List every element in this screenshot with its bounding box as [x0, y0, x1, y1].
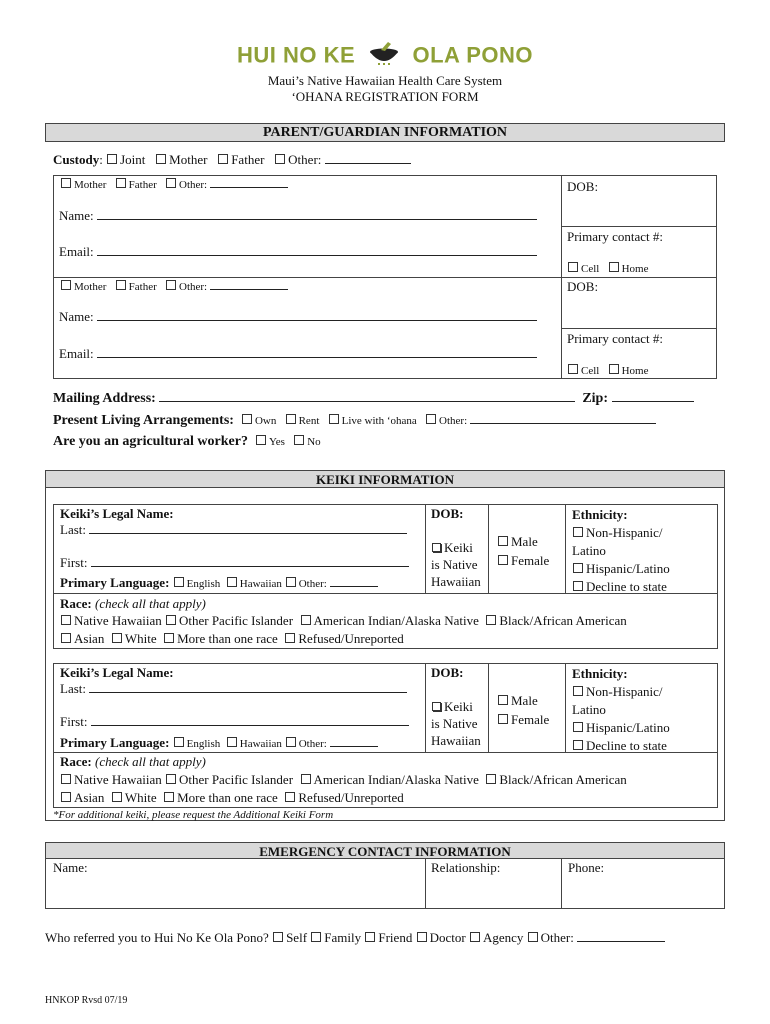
- keiki-2-race-multiple-label: More than one race: [177, 790, 278, 805]
- keiki-1-hispanic-checkbox[interactable]: [573, 563, 583, 573]
- guardian-2-mother-checkbox[interactable]: [61, 280, 71, 290]
- guardian-2-mother-label: Mother: [74, 281, 107, 293]
- keiki-1-ethnicity-label: Ethnicity:: [572, 507, 628, 522]
- keiki-1-race-native-hawaiian-checkbox[interactable]: [61, 615, 71, 625]
- ag-no-checkbox[interactable]: [294, 435, 304, 445]
- keiki-2-english-checkbox[interactable]: [174, 737, 184, 747]
- keiki-1-male-checkbox[interactable]: [498, 536, 508, 546]
- keiki-2-hispanic-checkbox[interactable]: [573, 722, 583, 732]
- keiki-1-native-checkbox[interactable]: [432, 543, 441, 552]
- guardian-2-father-label: Father: [128, 281, 157, 293]
- guardian-1-name-row: [59, 208, 537, 224]
- keiki-1-race-american-indian-label: American Indian/Alaska Native: [313, 613, 479, 628]
- living-other-label: Other:: [439, 415, 468, 427]
- referral-self-label: Self: [286, 930, 308, 945]
- keiki-1-race-white-checkbox[interactable]: [112, 633, 122, 643]
- keiki-1-male-label: Male: [511, 534, 538, 549]
- ag-yes-checkbox[interactable]: [256, 435, 266, 445]
- keiki-1-race-hint: (check all that apply): [95, 596, 206, 611]
- guardian-1-cell-checkbox[interactable]: [568, 262, 578, 272]
- keiki-1-race-row-1: [60, 613, 627, 629]
- keiki-2-non-hispanic-checkbox[interactable]: [573, 686, 583, 696]
- keiki-2-gender: [497, 691, 549, 729]
- keiki-2-non-hispanic-label: Non-Hispanic/: [586, 684, 663, 699]
- guardian-2-email-row: [59, 346, 537, 362]
- keiki-1-race-black-checkbox[interactable]: [486, 615, 496, 625]
- ag-yes-label: Yes: [268, 436, 285, 448]
- guardian-2-contact-label: Primary contact #:: [567, 331, 664, 346]
- emergency-name-label[interactable]: Name:: [53, 860, 88, 875]
- keiki-2-race-label: Race:: [60, 754, 92, 769]
- emergency-section-header: EMERGENCY CONTACT INFORMATION: [45, 842, 725, 859]
- guardian-1-other-label: Other:: [179, 179, 208, 191]
- guardian-1-home-checkbox[interactable]: [609, 262, 619, 272]
- living-other-checkbox[interactable]: [426, 414, 436, 424]
- guardian-2-name-row: [59, 309, 537, 325]
- keiki-1-gender: [497, 532, 549, 570]
- organization-subtitle: Maui’s Native Hawaiian Health Care System: [267, 73, 503, 88]
- custody-mother-checkbox[interactable]: [156, 154, 166, 164]
- guardian-1-name-label: Name:: [59, 208, 94, 223]
- keiki-2-decline-checkbox[interactable]: [573, 740, 583, 750]
- guardian-1-phone-type: [567, 262, 648, 275]
- keiki-2-legal-name-label: Keiki’s Legal Name:: [60, 665, 174, 680]
- keiki-1-non-hispanic-label: Non-Hispanic/: [586, 525, 663, 540]
- keiki-1-ethnicity: [572, 506, 670, 596]
- custody-father-label: Father: [231, 152, 265, 167]
- logo-text-right: OLA PONO: [412, 42, 533, 68]
- keiki-2-latino-label: Latino: [572, 702, 606, 717]
- emergency-relationship-label[interactable]: Relationship:: [431, 860, 501, 875]
- custody-other-checkbox[interactable]: [275, 154, 285, 164]
- additional-keiki-note: *For additional keiki, please request the Additional Keiki Form: [53, 809, 334, 821]
- referral-doctor-checkbox[interactable]: [417, 932, 427, 942]
- keiki-2-language-row: [60, 735, 378, 751]
- keiki-2-last-label: Last:: [60, 681, 86, 696]
- keiki-1-language-row: [60, 575, 378, 591]
- keiki-1-other-language-label: Other:: [298, 578, 327, 590]
- keiki-2-race-native-hawaiian-checkbox[interactable]: [61, 774, 71, 784]
- guardian-2-cell-label: Cell: [581, 365, 600, 377]
- guardian-1-mother-checkbox[interactable]: [61, 178, 71, 188]
- referral-self-checkbox[interactable]: [273, 932, 283, 942]
- keiki-2-decline-label: Decline to state: [586, 738, 667, 753]
- keiki-2-race-white-checkbox[interactable]: [112, 792, 122, 802]
- guardian-1-email-label: Email:: [59, 244, 94, 259]
- guardian-2-email-label: Email:: [59, 346, 94, 361]
- keiki-2-other-language-label: Other:: [298, 738, 327, 750]
- custody-joint-label: Joint: [120, 152, 146, 167]
- keiki-2-hispanic-label: Hispanic/Latino: [586, 720, 670, 735]
- agricultural-worker-row: [53, 434, 321, 450]
- keiki-2-race-american-indian-label: American Indian/Alaska Native: [313, 772, 479, 787]
- keiki-section-header: KEIKI INFORMATION: [45, 470, 725, 488]
- guardian-2-father-checkbox[interactable]: [116, 280, 126, 290]
- keiki-1-first-field[interactable]: [91, 555, 409, 567]
- keiki-2-other-language-checkbox[interactable]: [286, 737, 296, 747]
- keiki-2-race-asian-label: Asian: [74, 790, 105, 805]
- keiki-2-race-multiple-checkbox[interactable]: [164, 792, 174, 802]
- keiki-2-male-label: Male: [511, 693, 538, 708]
- keiki-2-race-pacific-islander-checkbox[interactable]: [166, 774, 176, 784]
- keiki-1-dob-label: DOB:: [431, 506, 464, 521]
- organization-logo: [0, 40, 770, 73]
- keiki-2-female-label: Female: [511, 712, 550, 727]
- guardian-1-other-checkbox[interactable]: [166, 178, 176, 188]
- guardian-1-relationship: [60, 178, 288, 191]
- keiki-2-native-hawaiian: [431, 698, 481, 749]
- custody-label: Custody: [53, 152, 100, 167]
- keiki-2-last-field[interactable]: [89, 681, 407, 693]
- parent-section-header: PARENT/GUARDIAN INFORMATION: [45, 123, 725, 142]
- keiki-1-last-field[interactable]: [89, 522, 407, 534]
- keiki-2-native-label-1: Keiki: [444, 699, 473, 714]
- mailing-address-label: Mailing Address:: [53, 391, 156, 406]
- keiki-2-race-american-indian-checkbox[interactable]: [301, 774, 311, 784]
- guardian-2-email-field[interactable]: [97, 346, 537, 358]
- keiki-1-race-multiple-checkbox[interactable]: [164, 633, 174, 643]
- guardian-1-name-field[interactable]: [97, 208, 537, 220]
- referral-agency-label: Agency: [482, 930, 524, 945]
- form-revision-code: HNKOP Rvsd 07/19: [45, 995, 128, 1006]
- referral-doctor-label: Doctor: [429, 930, 466, 945]
- keiki-2-race-pacific-islander-label: Other Pacific Islander: [178, 772, 294, 787]
- referral-friend-label: Friend: [378, 930, 413, 945]
- guardian-1-dob-label: DOB:: [567, 179, 599, 194]
- custody-other-label: Other:: [288, 152, 322, 167]
- guardian-1-mother-label: Mother: [74, 179, 107, 191]
- keiki-1-native-label-3: Hawaiian: [431, 574, 481, 589]
- mailing-address-row: [53, 390, 694, 407]
- guardian-2-phone-type: [567, 364, 648, 377]
- guardian-2-name-label: Name:: [59, 309, 94, 324]
- custody-row: Custody: Joint Mother Father Other:: [53, 152, 411, 168]
- keiki-2-race-black-label: Black/African American: [499, 772, 627, 787]
- guardian-1-email-row: [59, 244, 537, 260]
- keiki-1-race-pacific-islander-label: Other Pacific Islander: [178, 613, 294, 628]
- keiki-1-hawaiian-checkbox[interactable]: [227, 577, 237, 587]
- keiki-2-ethnicity: [572, 665, 670, 755]
- keiki-2-race-white-label: White: [124, 790, 157, 805]
- guardian-1-contact-label: Primary contact #:: [567, 229, 664, 244]
- living-ohana-label: Live with ‘ohana: [341, 415, 417, 427]
- keiki-1-native-hawaiian: [431, 539, 481, 590]
- keiki-1-race-pacific-islander-checkbox[interactable]: [166, 615, 176, 625]
- guardian-2-home-label: Home: [621, 365, 649, 377]
- keiki-1-race-refused-checkbox[interactable]: [285, 633, 295, 643]
- living-ohana-checkbox[interactable]: [329, 414, 339, 424]
- keiki-2-native-label-2: is Native: [431, 716, 478, 731]
- keiki-1-english-checkbox[interactable]: [174, 577, 184, 587]
- living-own-label: Own: [254, 415, 277, 427]
- keiki-1-other-language-field[interactable]: [330, 575, 378, 587]
- keiki-1-latino-label: Latino: [572, 543, 606, 558]
- keiki-2-race-refused-checkbox[interactable]: [285, 792, 295, 802]
- keiki-2-male-checkbox[interactable]: [498, 695, 508, 705]
- guardian-1-other-field[interactable]: [210, 178, 288, 188]
- referral-other-checkbox[interactable]: [528, 932, 538, 942]
- emergency-phone-label[interactable]: Phone:: [568, 860, 605, 875]
- zip-label: Zip:: [582, 391, 608, 406]
- keiki-2-language-label: Primary Language:: [60, 735, 170, 750]
- keiki-2-race-hint: (check all that apply): [95, 754, 206, 769]
- guardian-2-dob-label: DOB:: [567, 279, 599, 294]
- keiki-1-first-label: First:: [60, 555, 88, 570]
- referral-family-checkbox[interactable]: [311, 932, 321, 942]
- keiki-2-last-row: [60, 681, 407, 697]
- guardian-2-cell-checkbox[interactable]: [568, 364, 578, 374]
- keiki-2-ethnicity-label: Ethnicity:: [572, 666, 628, 681]
- referral-row: [45, 930, 665, 946]
- keiki-2-female-checkbox[interactable]: [498, 714, 508, 724]
- keiki-1-female-label: Female: [511, 553, 550, 568]
- keiki-2-first-field[interactable]: [91, 714, 409, 726]
- living-rent-checkbox[interactable]: [286, 414, 296, 424]
- keiki-2-race-row-1: [60, 772, 627, 788]
- keiki-1-race-refused-label: Refused/Unreported: [298, 631, 404, 646]
- keiki-2-english-label: English: [186, 738, 221, 750]
- keiki-1-race-multiple-label: More than one race: [177, 631, 278, 646]
- keiki-2-race-heading: [60, 754, 206, 770]
- referral-other-label: Other:: [540, 930, 574, 945]
- guardian-2-name-field[interactable]: [97, 309, 537, 321]
- keiki-2-dob-label: DOB:: [431, 665, 464, 680]
- keiki-1-legal-name-label: Keiki’s Legal Name:: [60, 506, 174, 521]
- keiki-1-race-asian-label: Asian: [74, 631, 105, 646]
- keiki-1-race-heading: [60, 596, 206, 612]
- guardian-2-home-checkbox[interactable]: [609, 364, 619, 374]
- poi-bowl-icon: [366, 40, 402, 73]
- keiki-1-language-label: Primary Language:: [60, 575, 170, 590]
- referral-question: Who referred you to Hui No Ke Ola Pono?: [45, 930, 269, 945]
- form-title: ‘OHANA REGISTRATION FORM: [291, 89, 479, 104]
- zip-field[interactable]: [612, 390, 694, 402]
- keiki-1-decline-label: Decline to state: [586, 579, 667, 594]
- keiki-2-hawaiian-checkbox[interactable]: [227, 737, 237, 747]
- keiki-1-native-label-2: is Native: [431, 557, 478, 572]
- keiki-1-english-label: English: [186, 578, 221, 590]
- keiki-2-native-label-3: Hawaiian: [431, 733, 481, 748]
- living-own-checkbox[interactable]: [242, 414, 252, 424]
- keiki-1-race-black-label: Black/African American: [499, 613, 627, 628]
- guardian-2-other-field[interactable]: [210, 280, 288, 290]
- referral-friend-checkbox[interactable]: [365, 932, 375, 942]
- custody-mother-label: Mother: [169, 152, 208, 167]
- keiki-1-last-row: [60, 522, 407, 538]
- keiki-1-race-american-indian-checkbox[interactable]: [301, 615, 311, 625]
- keiki-1-non-hispanic-checkbox[interactable]: [573, 527, 583, 537]
- custody-father-checkbox[interactable]: [218, 154, 228, 164]
- living-other-field[interactable]: [470, 412, 656, 424]
- keiki-1-other-language-checkbox[interactable]: [286, 577, 296, 587]
- custody-joint-checkbox[interactable]: [107, 154, 117, 164]
- keiki-2-native-checkbox[interactable]: [432, 702, 441, 711]
- guardian-2-other-checkbox[interactable]: [166, 280, 176, 290]
- guardian-1-father-label: Father: [128, 179, 157, 191]
- keiki-2-race-row-2: [60, 790, 404, 806]
- living-arrangements-label: Present Living Arrangements:: [53, 413, 234, 428]
- keiki-1-race-white-label: White: [124, 631, 157, 646]
- keiki-1-decline-checkbox[interactable]: [573, 581, 583, 591]
- agricultural-worker-label: Are you an agricultural worker?: [53, 434, 248, 449]
- keiki-1-race-label: Race:: [60, 596, 92, 611]
- keiki-2-other-language-field[interactable]: [330, 735, 378, 747]
- guardian-2-other-label: Other:: [179, 281, 208, 293]
- guardian-1-father-checkbox[interactable]: [116, 178, 126, 188]
- keiki-1-hispanic-label: Hispanic/Latino: [586, 561, 670, 576]
- keiki-2-race-refused-label: Refused/Unreported: [298, 790, 404, 805]
- logo-text-left: HUI NO KE: [237, 42, 356, 68]
- keiki-1-race-native-hawaiian-label: Native Hawaiian: [74, 613, 162, 628]
- keiki-1-race-row-2: [60, 631, 404, 647]
- keiki-2-first-label: First:: [60, 714, 88, 729]
- guardian-2-relationship: [60, 280, 288, 293]
- keiki-1-hawaiian-label: Hawaiian: [239, 578, 282, 590]
- guardian-1-email-field[interactable]: [97, 244, 537, 256]
- guardian-1-cell-label: Cell: [581, 263, 600, 275]
- mailing-address-field[interactable]: [159, 390, 575, 402]
- emergency-contact-box: [45, 858, 725, 909]
- keiki-2-race-black-checkbox[interactable]: [486, 774, 496, 784]
- keiki-2-race-native-hawaiian-label: Native Hawaiian: [74, 772, 162, 787]
- keiki-1-first-row: [60, 555, 409, 571]
- referral-agency-checkbox[interactable]: [470, 932, 480, 942]
- living-arrangements-row: [53, 412, 656, 429]
- referral-family-label: Family: [324, 930, 362, 945]
- ag-no-label: No: [307, 436, 321, 448]
- keiki-1-race-asian-checkbox[interactable]: [61, 633, 71, 643]
- referral-other-field[interactable]: [577, 930, 665, 942]
- keiki-2-first-row: [60, 714, 409, 730]
- keiki-1-female-checkbox[interactable]: [498, 555, 508, 565]
- keiki-2-race-asian-checkbox[interactable]: [61, 792, 71, 802]
- custody-other-field[interactable]: [325, 152, 411, 164]
- guardian-1-home-label: Home: [621, 263, 649, 275]
- keiki-1-last-label: Last:: [60, 522, 86, 537]
- keiki-2-hawaiian-label: Hawaiian: [239, 738, 282, 750]
- keiki-1-native-label-1: Keiki: [444, 540, 473, 555]
- living-rent-label: Rent: [298, 415, 320, 427]
